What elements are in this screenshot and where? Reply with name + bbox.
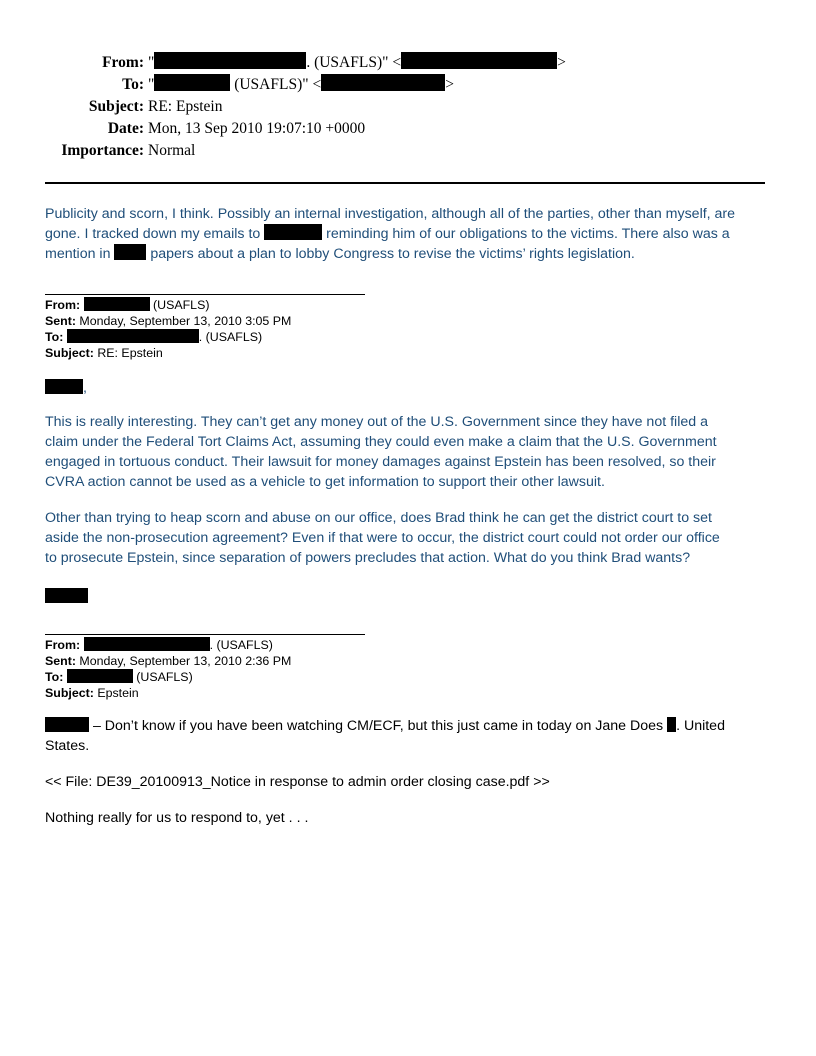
header-to-value: (USAFLS)" < — [230, 76, 322, 93]
msg3-header: From: . (USAFLS) Sent: Monday, September 13, 2010 2:36 PM To: (USAFLS) Subject: Epstein — [45, 638, 292, 700]
header-importance-label: Importance: — [61, 142, 144, 159]
header-date-label: Date: — [107, 120, 144, 137]
redaction — [264, 224, 322, 240]
redaction — [321, 74, 445, 91]
redaction — [154, 74, 230, 91]
header-importance-row — [0, 140, 816, 162]
redaction — [84, 637, 210, 651]
header-subject-label: Subject: — [88, 98, 144, 115]
signature-redaction — [45, 588, 88, 603]
msg3-closing: Nothing really for us to respond to, yet . . . — [45, 810, 309, 826]
reply-body: Publicity and scorn, I think. Possibly an internal investigation, although all of the parties, other than myself, are gone. I tracked down my emails to reminding him of our obligations to the victims. There also was a mention in papers about a plan to lobby Congress to revise the victims’ rights legislation. — [45, 206, 736, 262]
header-subject-value: RE: Epstein — [148, 98, 223, 115]
header-divider — [45, 182, 765, 184]
redaction — [67, 329, 199, 343]
redaction — [45, 717, 89, 732]
header-subject-row — [0, 96, 816, 118]
header-from-row: From: " . (USAFLS)" < > — [0, 52, 816, 74]
redaction — [401, 52, 557, 69]
header-from-label: From: — [102, 54, 144, 71]
msg2-paragraph-2: Other than trying to heap scorn and abuse on our office, does Brad think he can get the district court to set aside the non-prosecution agreement? Even if that were to occur, the district court could not order our office to prosecute Epstein, since separation of powers precludes that action. What do you think Brad wants? — [45, 510, 720, 566]
header-date-value: Mon, 13 Sep 2010 19:07:10 +0000 — [148, 120, 366, 137]
header-from-value: . (USAFLS)" < — [306, 54, 402, 71]
redaction — [84, 297, 150, 311]
attachment-reference: << File: DE39_20100913_Notice in response to admin order closing case.pdf >> — [45, 774, 550, 790]
redaction — [114, 244, 146, 260]
header-to-row: To: " (USAFLS)" < > — [0, 74, 816, 96]
redaction — [45, 379, 83, 394]
redaction — [667, 717, 676, 732]
redaction — [67, 669, 133, 683]
quote-divider — [45, 634, 365, 635]
header-date-row — [0, 118, 816, 140]
header-to-label: To: — [122, 76, 144, 93]
header-importance-value: Normal — [148, 142, 196, 159]
msg2-header: From: (USAFLS) Sent: Monday, September 13, 2010 3:05 PM To: . (USAFLS) Subject: RE: Epstein — [45, 298, 292, 360]
msg2-greeting: , — [45, 378, 770, 398]
msg2-paragraph-1: This is really interesting. They can’t get any money out of the U.S. Government since they have not filed a claim under the Federal Tort Claims Act, assuming they could even make a claim that the U.S. Government engaged in tortuous conduct. Their lawsuit for money damages against Epstein has been resolved, so their CVRA action cannot be used as a vehicle to get information to support their other lawsuit. — [45, 414, 717, 490]
msg3-body: – Don’t know if you have been watching CM/ECF, but this just came in today on Jane Does . United States. — [45, 718, 725, 754]
quote-divider — [45, 294, 365, 295]
redaction — [154, 52, 306, 69]
